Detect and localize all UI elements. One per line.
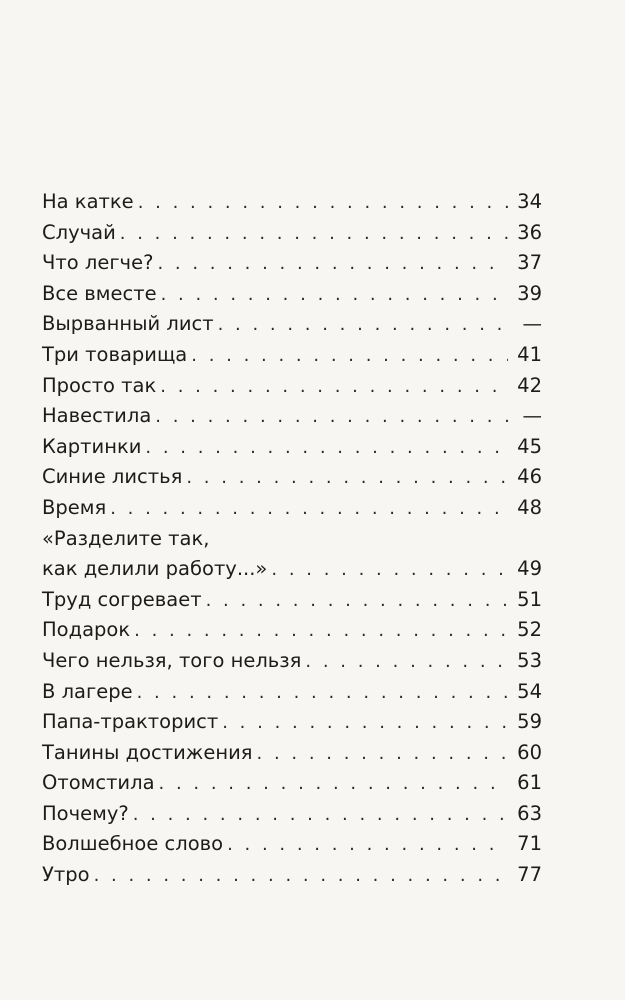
- toc-entry-title: Картинки: [42, 434, 142, 458]
- toc-entry-title: Почему?: [42, 801, 129, 825]
- toc-entry-page-number: 39: [517, 281, 542, 305]
- toc-entry: [42, 462, 542, 493]
- toc-entry-title: Синие листья: [42, 465, 183, 489]
- toc-entry: [42, 218, 542, 249]
- toc-entry-page-number: 34: [517, 190, 542, 213]
- toc-entry-title: Труд согревает: [42, 587, 202, 611]
- toc-entry-title: «Разделите так,: [42, 526, 210, 550]
- toc-entry-title: Отомстила: [42, 771, 155, 795]
- dot-leader: [155, 402, 508, 433]
- dot-leader: [137, 678, 508, 709]
- dot-leader: [222, 708, 508, 739]
- toc-entry-title: Подарок: [42, 618, 131, 642]
- toc-entry-page-number: 45: [517, 434, 542, 458]
- dot-leader: [206, 586, 508, 617]
- toc-entry-page-number: 51: [517, 587, 542, 611]
- toc-entry: [42, 646, 542, 677]
- toc-entry-page-number: 71: [517, 832, 542, 856]
- toc-entry-title: Все вместе: [42, 281, 157, 305]
- toc-entry-page-number: —: [522, 312, 542, 336]
- toc-entry: [42, 493, 542, 524]
- toc-entry-page-number: 41: [517, 342, 542, 366]
- dot-leader: [159, 769, 508, 800]
- toc-entry: [42, 187, 542, 218]
- toc-entry-page-number: 60: [517, 740, 542, 764]
- toc-entry-page-number: 77: [517, 863, 542, 887]
- toc-entry-page-number: 48: [517, 495, 542, 519]
- dot-leader: [157, 249, 508, 280]
- toc-entry-title: Просто так: [42, 373, 157, 397]
- toc-entry-title: Вырванный лист: [42, 312, 214, 336]
- dot-leader: [120, 219, 508, 250]
- toc-entry-page-number: —: [522, 404, 542, 428]
- toc-entry: [42, 340, 542, 371]
- toc-entry-page-number: 49: [517, 557, 542, 581]
- dot-leader: [305, 647, 508, 678]
- toc-entry-title-continued: как делили работу...»: [42, 557, 268, 581]
- toc-entry-page-number: 46: [517, 465, 542, 489]
- toc-entry-title: Утро: [42, 863, 90, 887]
- toc-entry-page-number: 53: [517, 648, 542, 672]
- dot-leader: [186, 463, 508, 494]
- toc-entry-title: Время: [42, 495, 107, 519]
- dot-leader: [227, 830, 508, 861]
- toc-entry-page-number: 54: [517, 679, 542, 703]
- toc-entry-title: На катке: [42, 190, 134, 213]
- toc-entry-page-number: 42: [517, 373, 542, 397]
- dot-leader: [271, 555, 508, 586]
- dot-leader: [145, 433, 508, 464]
- toc-entry: [42, 248, 542, 279]
- toc-entry: [42, 432, 542, 463]
- toc-entry: [42, 860, 542, 891]
- toc-entry-title: В лагере: [42, 679, 133, 703]
- toc-entry-title: Папа-тракторист: [42, 710, 219, 734]
- dot-leader: [257, 739, 508, 770]
- toc-entry: [42, 309, 542, 340]
- dot-leader: [160, 372, 508, 403]
- toc-entry: [42, 707, 542, 738]
- dot-leader: [94, 861, 508, 892]
- dot-leader: [138, 188, 508, 219]
- toc-entry-page-number: 59: [517, 710, 542, 734]
- table-of-contents: [42, 187, 542, 891]
- toc-entry-title: Танины достижения: [42, 740, 253, 764]
- dot-leader: [161, 280, 508, 311]
- toc-entry-title: Чего нельзя, того нельзя: [42, 648, 302, 672]
- toc-entry-page-number: 63: [517, 801, 542, 825]
- toc-entry: [42, 401, 542, 432]
- toc-entry-page-number: 37: [517, 251, 542, 275]
- toc-entry-title: Навестила: [42, 404, 152, 428]
- toc-entry: [42, 585, 542, 616]
- toc-entry: [42, 524, 542, 585]
- toc-entry: [42, 738, 542, 769]
- dot-leader: [110, 494, 508, 525]
- toc-entry-title: Что легче?: [42, 251, 154, 275]
- toc-entry-page-number: 36: [517, 220, 542, 244]
- dot-leader: [218, 310, 508, 341]
- dot-leader: [134, 616, 508, 647]
- toc-entry: [42, 768, 542, 799]
- toc-entry-page-number: 61: [517, 771, 542, 795]
- toc-entry-title: Случай: [42, 220, 116, 244]
- dot-leader: [191, 341, 508, 372]
- dot-leader: [133, 800, 508, 831]
- toc-entry: [42, 799, 542, 830]
- toc-entry-title: Волшебное слово: [42, 832, 224, 856]
- toc-entry-page-number: 52: [517, 618, 542, 642]
- toc-entry: [42, 615, 542, 646]
- toc-entry-title: Три товарища: [42, 342, 188, 366]
- toc-entry: [42, 371, 542, 402]
- toc-entry: [42, 677, 542, 708]
- toc-entry: [42, 279, 542, 310]
- toc-entry: [42, 829, 542, 860]
